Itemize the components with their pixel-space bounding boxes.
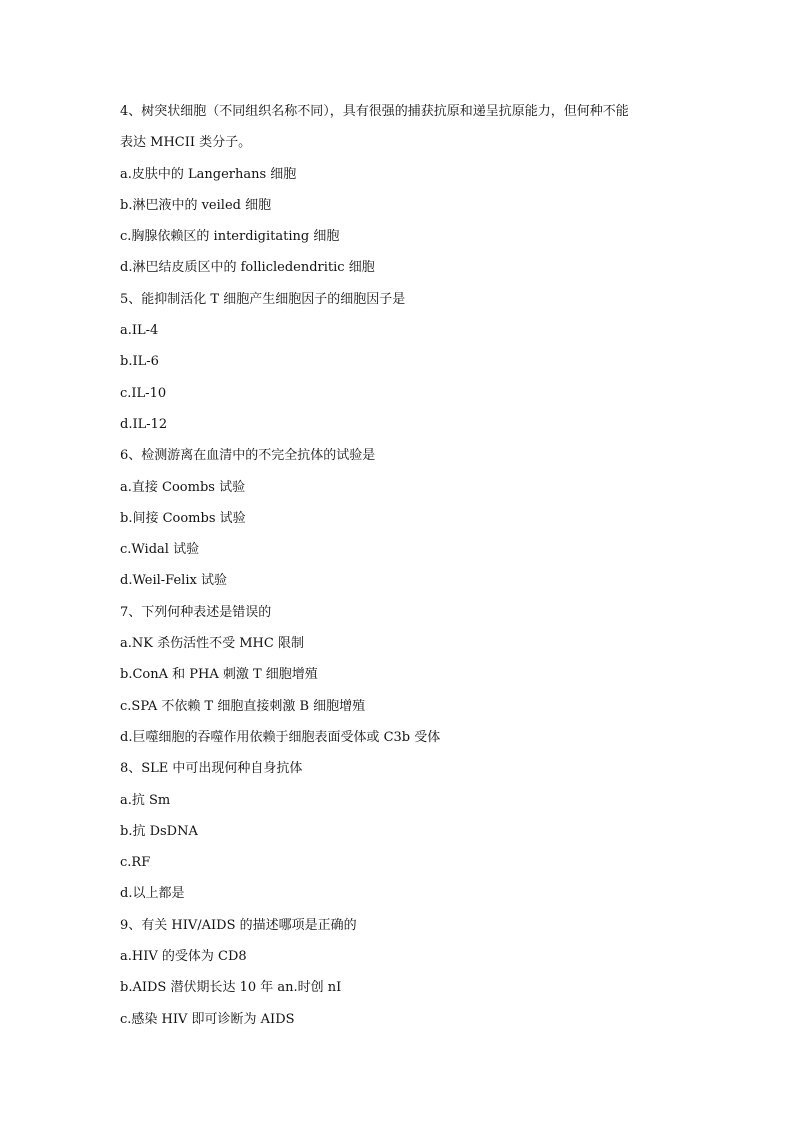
option-6b: b.间接 Coombs 试验	[120, 510, 246, 526]
question-9: 9、有关 HIV/AIDS 的描述哪项是正确的	[120, 917, 357, 933]
option-8c: c.RF	[120, 855, 151, 871]
option-6a: a.直接 Coombs 试验	[120, 479, 246, 495]
option-9a: a.HIV 的受体为 CD8	[120, 949, 247, 965]
option-4d: d.淋巴结皮质区中的 follicledendritic 细胞	[120, 260, 375, 276]
option-5c: c.IL-10	[120, 385, 167, 401]
option-5d: d.IL-12	[120, 416, 168, 432]
option-7c: c.SPA 不依赖 T 细胞直接刺激 B 细胞增殖	[120, 698, 366, 714]
question-4-line-1: 4、树突状细胞（不同组织名称不同），具有很强的捕获抗原和递呈抗原能力，但何种不能	[120, 104, 629, 119]
option-4c: c.胸腺依赖区的 interdigitating 细胞	[120, 229, 340, 245]
question-6: 6、检测游离在血清中的不完全抗体的试验是	[120, 448, 376, 464]
option-7a: a.NK 杀伤活性不受 MHC 限制	[120, 636, 304, 652]
question-5: 5、能抑制活化 T 细胞产生细胞因子的细胞因子是	[120, 291, 406, 307]
option-7b: b.ConA 和 PHA 刺激 T 细胞增殖	[120, 667, 318, 683]
option-4b: b.淋巴液中的 veiled 细胞	[120, 197, 272, 213]
option-4a: a.皮肤中的 Langerhans 细胞	[120, 166, 297, 182]
question-8: 8、SLE 中可出现何种自身抗体	[120, 761, 303, 777]
option-9c: c.感染 HIV 即可诊断为 AIDS	[120, 1011, 295, 1027]
option-6d: d.Weil-Felix 试验	[120, 573, 227, 589]
option-8d: d.以上都是	[120, 886, 185, 902]
question-list	[120, 101, 680, 1040]
option-6c: c.Widal 试验	[120, 542, 200, 558]
option-8b: b.抗 DsDNA	[120, 823, 198, 839]
question-7: 7、下列何种表述是错误的	[120, 604, 272, 620]
option-7d: d.巨噬细胞的吞噬作用依赖于细胞表面受体或 C3b 受体	[120, 729, 441, 745]
question-4-line-2: 表达 MHCII 类分子。	[120, 135, 252, 151]
option-8a: a.抗 Sm	[120, 792, 171, 808]
option-5a: a.IL-4	[120, 323, 159, 339]
option-5b: b.IL-6	[120, 354, 159, 370]
option-9b: b.AIDS 潜伏期长达 10 年 an.时创 nI	[120, 980, 342, 996]
